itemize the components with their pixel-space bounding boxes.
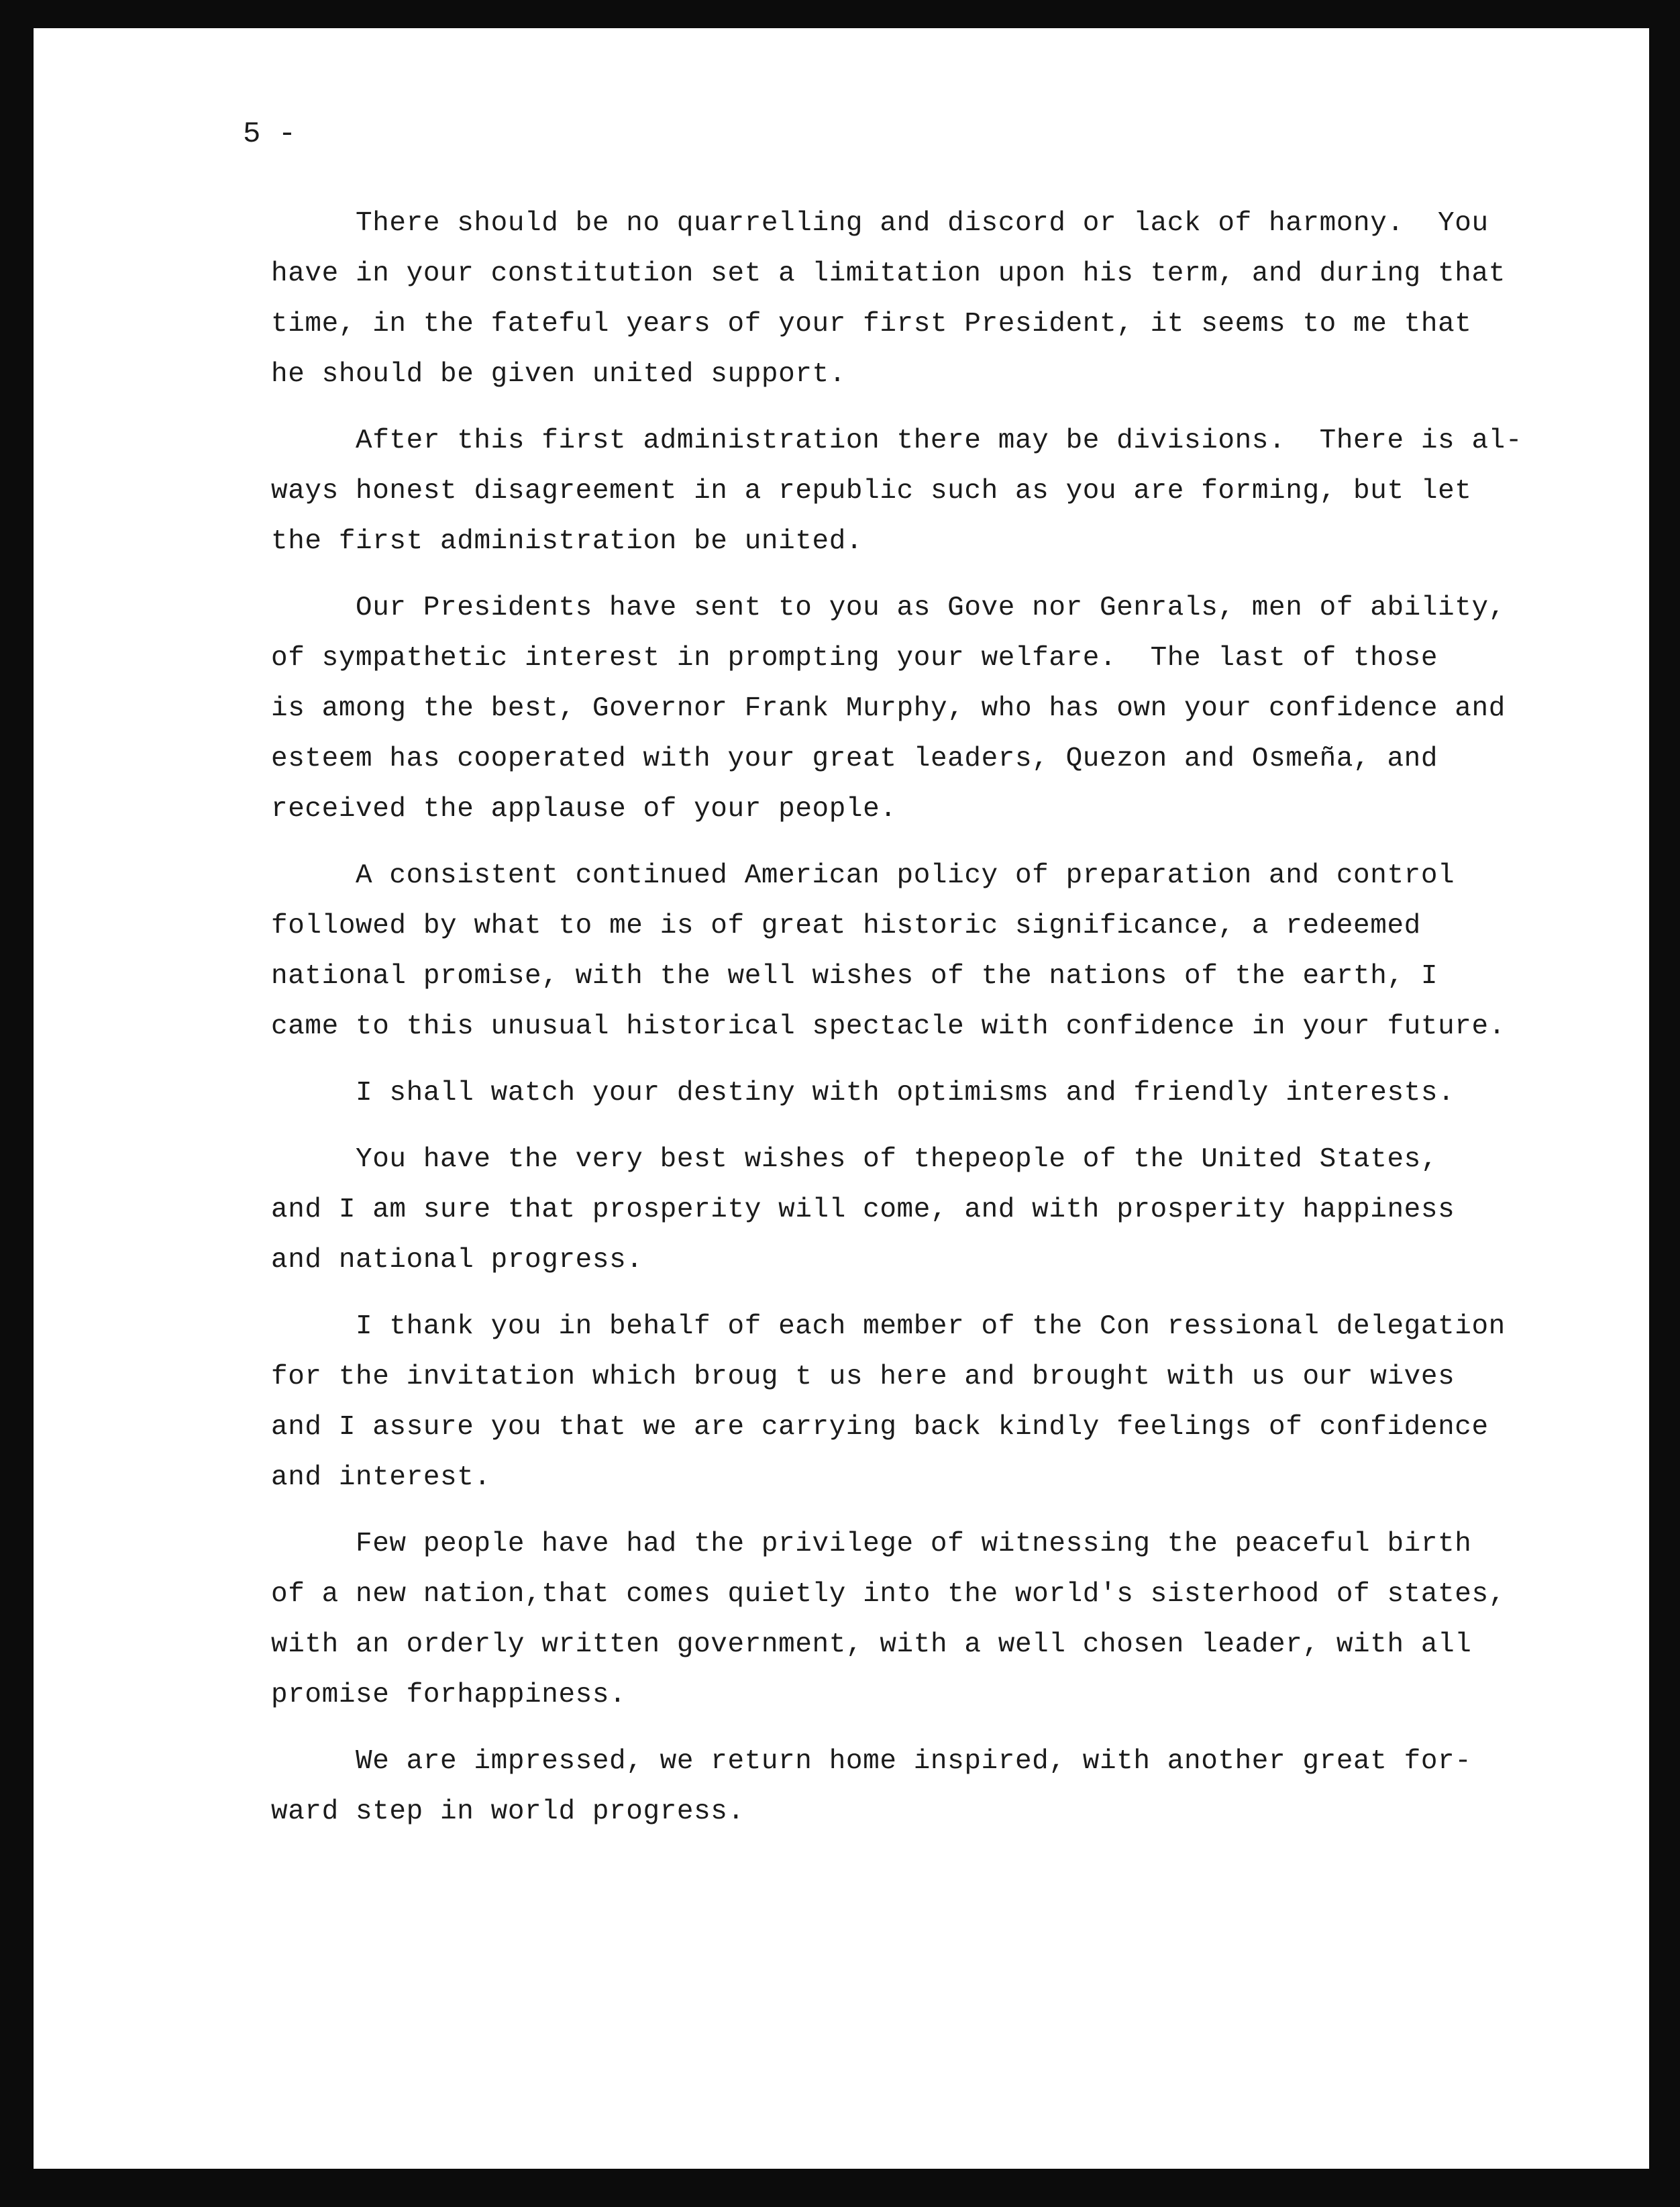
text-line: and I am sure that prosperity will come, and with prosperity happiness bbox=[271, 1194, 1455, 1225]
text-line: is among the best, Governor Frank Murphy, who has own your confidence and bbox=[271, 693, 1506, 724]
speech-body bbox=[271, 199, 1539, 1853]
text-line: and national progress. bbox=[271, 1245, 643, 1276]
text-line: of sympathetic interest in prompting your welfare. The last of those bbox=[271, 643, 1438, 674]
text-line: of a new nation,that comes quietly into the world's sisterhood of states, bbox=[271, 1579, 1506, 1610]
paragraph bbox=[271, 1519, 1539, 1721]
text-line: he should be given united support. bbox=[271, 359, 846, 390]
text-line: After this first administration there may be divisions. There is al- bbox=[356, 425, 1523, 456]
text-line: Our Presidents have sent to you as Gove nor Genrals, men of ability, bbox=[356, 593, 1506, 623]
text-line: I shall watch your destiny with optimisms and friendly interests. bbox=[356, 1078, 1455, 1109]
text-line: promise forhappiness. bbox=[271, 1680, 627, 1710]
text-line: A consistent continued American policy of preparation and control bbox=[356, 860, 1455, 891]
text-line: national promise, with the well wishes of the nations of the earth, I bbox=[271, 961, 1438, 992]
text-line: There should be no quarrelling and discord or lack of harmony. You bbox=[356, 208, 1489, 239]
paragraph bbox=[271, 583, 1539, 835]
text-line: You have the very best wishes of thepeople of the United States, bbox=[356, 1144, 1438, 1175]
text-line: and interest. bbox=[271, 1462, 491, 1493]
text-line: ways honest disagreement in a republic such as you are forming, but let bbox=[271, 476, 1472, 507]
text-line: esteem has cooperated with your great leaders, Quezon and Osmeña, and bbox=[271, 743, 1438, 774]
text-line: time, in the fateful years of your first President, it seems to me that bbox=[271, 309, 1472, 340]
text-line: received the applause of your people. bbox=[271, 794, 897, 825]
paragraph bbox=[271, 199, 1539, 400]
paragraph bbox=[271, 416, 1539, 567]
text-line: for the invitation which broug t us here and brought with us our wives bbox=[271, 1362, 1455, 1392]
paragraph bbox=[271, 851, 1539, 1052]
text-line: the first administration be united. bbox=[271, 526, 863, 557]
text-line: ward step in world progress. bbox=[271, 1796, 745, 1827]
text-line: I thank you in behalf of each member of the Con ressional delegation bbox=[356, 1311, 1506, 1342]
text-line: have in your constitution set a limitation upon his term, and during that bbox=[271, 258, 1506, 289]
text-line: came to this unusual historical spectacle with confidence in your future. bbox=[271, 1011, 1506, 1042]
text-line: We are impressed, we return home inspired, with another great for- bbox=[356, 1746, 1472, 1777]
text-line: followed by what to me is of great historic significance, a redeemed bbox=[271, 911, 1421, 941]
paragraph bbox=[271, 1737, 1539, 1837]
text-line: and I assure you that we are carrying back kindly feelings of confidence bbox=[271, 1412, 1489, 1443]
page-number: 5 - bbox=[243, 117, 297, 151]
paragraph bbox=[271, 1068, 1539, 1119]
text-line: with an orderly written government, with a well chosen leader, with all bbox=[271, 1629, 1472, 1660]
text-line: Few people have had the privilege of witnessing the peaceful birth bbox=[356, 1529, 1472, 1559]
paragraph bbox=[271, 1302, 1539, 1503]
paragraph bbox=[271, 1135, 1539, 1286]
